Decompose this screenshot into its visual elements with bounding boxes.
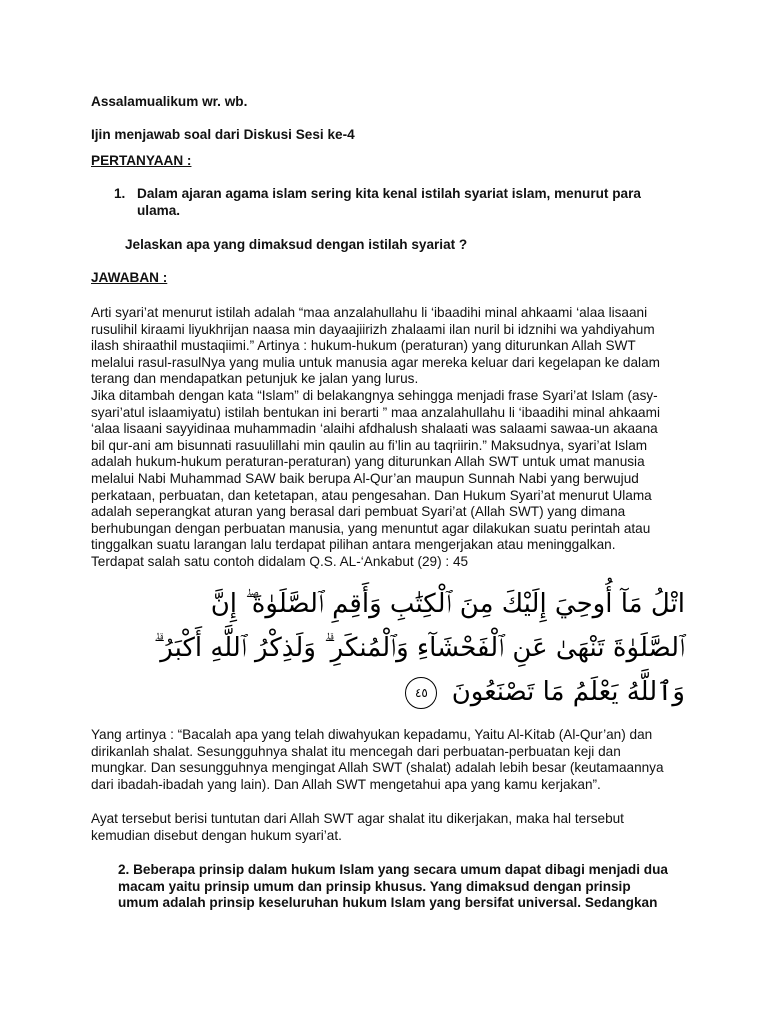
quran-verse bbox=[153, 582, 685, 714]
paragraph-line: Jika ditambah dengan kata “Islam” di belakangnya sehingga menjadi frase Syari’at Islam (asy- bbox=[91, 387, 658, 403]
paragraph-line: Terdapat salah satu contoh didalam Q.S. AL-‘Ankabut (29) : 45 bbox=[91, 553, 469, 569]
question-heading: PERTANYAAN : bbox=[91, 153, 192, 168]
conclusion-paragraph bbox=[91, 811, 681, 844]
paragraph-line: rusulihil kiraami liyukhrijan naasa min dayaajiirizh zhalaami ilan nuril bi idznihi wa yahdiyahum bbox=[91, 321, 655, 337]
paragraph-line: kemudian disebut dengan hukum syari’at. bbox=[91, 827, 342, 843]
paragraph-line: dirikanlah shalat. Sesungguhnya shalat itu mencegah dari perbuatan-perbuatan keji dan bbox=[91, 743, 621, 759]
question-2-line: 2. Beberapa prinsip dalam hukum Islam yang secara umum dapat dibagi menjadi dua bbox=[118, 862, 668, 877]
paragraph-line: ‘alaa lisaani sayyidinaa muhammadin ‘alaihi afdhalush shalaati was salaami sawaa-un akaana bbox=[91, 421, 658, 437]
question-1-line: ulama. bbox=[137, 202, 181, 218]
paragraph-line: melalui rasul-rasulNya yang mulia untuk manusia agar mereka keluar dari kegelapan ke dalam bbox=[91, 354, 660, 370]
paragraph-line: adalah hukum-hukum peraturan-peraturan) yang diturunkan Allah SWT untuk umat manusia bbox=[91, 454, 645, 470]
intro-line: Ijin menjawab soal dari Diskusi Sesi ke-4 bbox=[91, 127, 355, 142]
paragraph-line: perkataan, perbuatan, dan ketetapan, atau pengesahan. Dan Hukum Syari’at menurut Ulama bbox=[91, 487, 652, 503]
greeting: Assalamualikum wr. wb. bbox=[91, 94, 248, 109]
paragraph-line: adalah seperangkat aturan yang berasal dari pembuat Syari’at (Allah SWT) yang dimana bbox=[91, 504, 626, 520]
question-1-line: Dalam ajaran agama islam sering kita kenal istilah syariat islam, menurut para bbox=[137, 186, 641, 201]
paragraph-line: syari’atul islaamiyatu) istilah bentukan ini berarti ” maa anzalahullahu li ‘ibaadihi minal ahkaami bbox=[91, 404, 660, 420]
answer-paragraph bbox=[91, 305, 681, 571]
arabic-line: ٱلصَّلَوٰةَ تَنْهَىٰ عَنِ ٱلْفَحْشَآءِ وَٱلْمُنكَرِ ۗ وَلَذِكْرُ ٱللَّهِ أَكْبَرُ ۗ bbox=[153, 633, 685, 663]
arabic-line-last bbox=[340, 670, 685, 714]
paragraph-line: tinggalkan suatu larangan lalu terdapat pilihan antara mengerjakan atau meninggalkan. bbox=[91, 537, 616, 553]
paragraph-line: melalui Nabi Muhammad SAW baik berupa Al-Qur’an maupun Sunnah Nabi yang berwujud bbox=[91, 470, 639, 486]
paragraph-line: dari ibadah-ibadah yang lain). Dan Allah SWT mengetahui apa yang kamu kerjakan”. bbox=[91, 776, 601, 792]
paragraph-line: Yang artinya : “Bacalah apa yang telah diwahyukan kepadamu, Yaitu Al-Kitab (Al-Qur’an) dan bbox=[91, 727, 653, 742]
question-1-prompt: Jelaskan apa yang dimaksud dengan istilah syariat ? bbox=[125, 237, 468, 252]
question-1-number: 1. bbox=[114, 186, 126, 201]
arabic-line-text: وَٱللَّهُ يَعْلَمُ مَا تَصْنَعُونَ bbox=[451, 677, 685, 707]
question-1-text bbox=[137, 186, 641, 219]
paragraph-line: mungkar. Dan sesungguhnya mengingat Allah SWT (shalat) adalah lebih besar (keutamaannya bbox=[91, 760, 664, 776]
paragraph-line: ilash shiraathil mustaqiimi.” Artinya : hukum-hukum (peraturan) yang diturunkan Allah SWT bbox=[91, 338, 636, 354]
paragraph-line: Arti syari’at menurut istilah adalah “maa anzalahullahu li ‘ibaadihi minal ahkaami ‘alaa lisaani bbox=[91, 305, 648, 320]
question-2-line: umum adalah prinsip keseluruhan hukum Islam yang bersifat universal. Sedangkan bbox=[118, 895, 658, 911]
question-2-line: macam yaitu prinsip umum dan prinsip khusus. Yang dimaksud dengan prinsip bbox=[118, 878, 631, 894]
question-2 bbox=[118, 862, 698, 912]
paragraph-line: terang dan mendapatkan petunjuk ke jalan yang lurus. bbox=[91, 371, 419, 387]
paragraph-line: Ayat tersebut berisi tuntutan dari Allah SWT agar shalat itu dikerjakan, maka hal tersebut bbox=[91, 811, 624, 826]
paragraph-line: bil qur-ani am bisunnati rasuulillahi min qaulin au fi’lin au taqriirin.” Maksudnya, syari’at Islam bbox=[91, 437, 648, 453]
ayah-number-marker: ٤٥ bbox=[405, 677, 437, 709]
paragraph-line: berhubungan dengan perbuatan manusia, yang menuntut agar dilakukan suatu perintah atau bbox=[91, 520, 651, 536]
translation-paragraph bbox=[91, 727, 681, 793]
arabic-line: اتْلُ مَآ أُوحِيَ إِلَيْكَ مِنَ ٱلْكِتَٰبِ وَأَقِمِ ٱلصَّلَوٰةَ ۖ إِنَّ bbox=[210, 589, 685, 619]
answer-heading: JAWABAN : bbox=[91, 270, 168, 285]
